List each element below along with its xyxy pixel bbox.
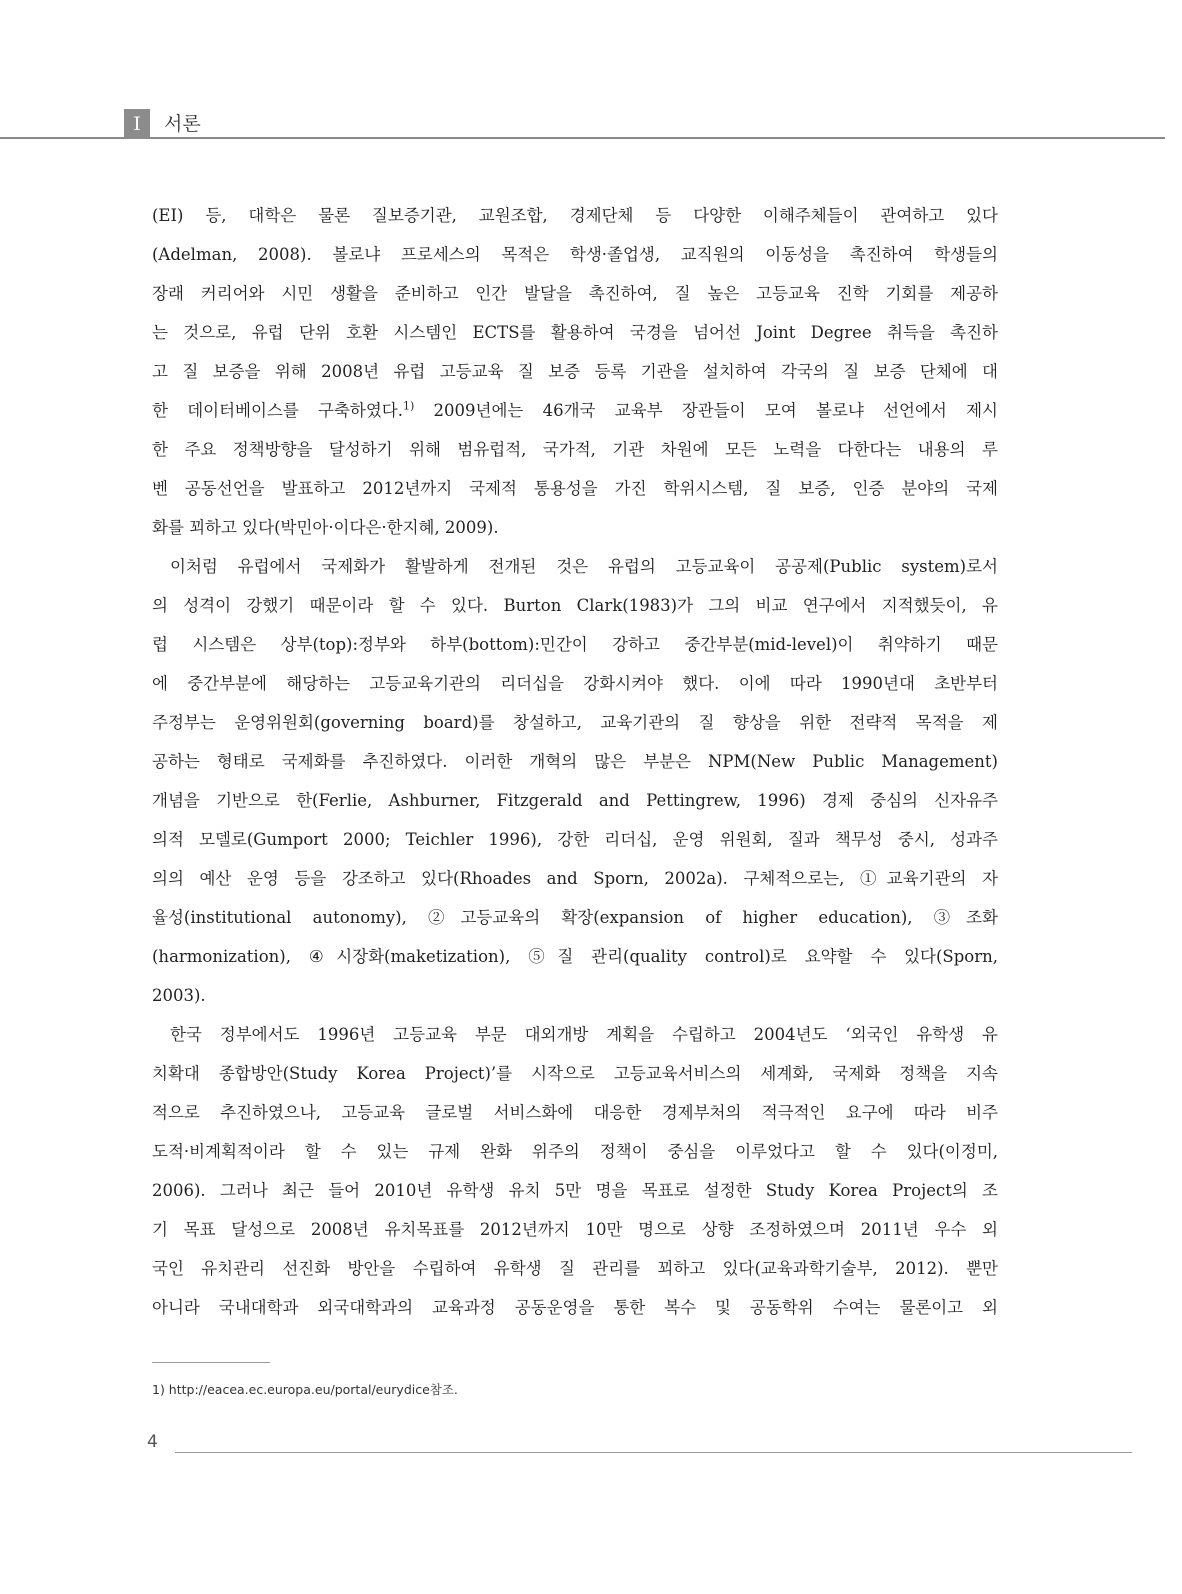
text-line: 한국 정부에서도 1996년 고등교육 부문 대외개방 계획을 수립하고 2004년도 ‘외국인 유학생 유 xyxy=(170,1025,998,1044)
text-line: 고 질 보증을 위해 2008년 유럽 고등교육 질 보증 등록 기관을 설치하여 각국의 질 보증 단체에 대 xyxy=(152,362,998,381)
text-line: 화를 꾀하고 있다(박민아·이다은·한지혜, 2009). xyxy=(152,518,499,537)
body-text xyxy=(152,196,998,1327)
footnote-rule xyxy=(152,1362,270,1363)
text-line: 2006). 그러나 최근 들어 2010년 유학생 유치 5만 명을 목표로 설정한 Study Korea Project의 조 xyxy=(152,1181,998,1200)
text-line: 2003). xyxy=(152,986,206,1005)
text-line: 적으로 추진하였으나, 고등교육 글로벌 서비스화에 대응한 경제부처의 적극적인 요구에 따라 비주 xyxy=(152,1103,998,1122)
text-line: 주정부는 운영위원회(governing board)를 창설하고, 교육기관의 질 향상을 위한 전략적 목적을 제 xyxy=(152,713,998,732)
text-line: 아니라 국내대학과 외국대학과의 교육과정 공동운영을 통한 복수 및 공동학위 수여는 물론이고 외 xyxy=(152,1298,998,1317)
text-line: (EI) 등, 대학은 물론 질보증기관, 교원조합, 경제단체 등 다양한 이해주체들이 관여하고 있다 xyxy=(152,206,998,225)
text-line: 에 중간부분에 해당하는 고등교육기관의 리더십을 강화시켜야 했다. 이에 따라 1990년대 초반부터 xyxy=(152,674,998,693)
text-line: 는 것으로, 유럽 단위 호환 시스템인 ECTS를 활용하여 국경을 넘어선 Joint Degree 취득을 촉진하 xyxy=(152,323,998,342)
text-line: 럽 시스템은 상부(top):정부와 하부(bottom):민간이 강하고 중간부분(mid-level)이 취약하기 때문 xyxy=(152,635,998,654)
text-line: 기 목표 달성으로 2008년 유치목표를 2012년까지 10만 명으로 상향 조정하였으며 2011년 우수 외 xyxy=(152,1220,998,1239)
text-line: 한 주요 정책방향을 달성하기 위해 범유럽적, 국가적, 기관 차원에 모든 노력을 다한다는 내용의 루 xyxy=(152,440,998,459)
text-line: 의의 예산 운영 등을 강조하고 있다(Rhoades and Sporn, 2002a). 구체적으로는, ①교육기관의 자 xyxy=(152,869,998,888)
text-segment: 2009년에는 46개국 교육부 장관들이 모여 볼로냐 선언에서 제시 xyxy=(414,401,998,420)
text-line: 개념을 기반으로 한(Ferlie, Ashburner, Fitzgerald and Pettingrew, 1996) 경제 중심의 신자유주 xyxy=(152,791,998,810)
text-line: 벤 공동선언을 발표하고 2012년까지 국제적 통용성을 가진 학위시스템, 질 보증, 인증 분야의 국제 xyxy=(152,479,998,498)
text-line: (harmonization), ④시장화(maketization), ⑤질 관리(quality control)로 요약할 수 있다(Sporn, xyxy=(152,947,998,966)
text-line: 율성(institutional autonomy), ②고등교육의 확장(expansion of higher education), ③조화 xyxy=(152,908,998,927)
header-rule xyxy=(0,137,1165,139)
text-line: 의 성격이 강했기 때문이라 할 수 있다. Burton Clark(1983)가 그의 비교 연구에서 지적했듯이, 유 xyxy=(152,596,998,615)
chapter-title: 서론 xyxy=(164,113,201,135)
text-line: (Adelman, 2008). 볼로냐 프로세스의 목적은 학생·졸업생, 교직원의 이동성을 촉진하여 학생들의 xyxy=(152,245,998,264)
footnote: 1) http://eacea.ec.europa.eu/portal/eurydice참조. xyxy=(152,1382,458,1397)
text-line: 장래 커리어와 시민 생활을 준비하고 인간 발달을 촉진하여, 질 높은 고등교육 진학 기회를 제공하 xyxy=(152,284,998,303)
text-segment: 한 데이터베이스를 구축하였다. xyxy=(152,401,403,420)
text-line-with-footnote xyxy=(152,391,998,430)
text-line: 의적 모델로(Gumport 2000; Teichler 1996), 강한 리더십, 운영 위원회, 질과 책무성 중시, 성과주 xyxy=(152,830,998,849)
text-line: 치확대 종합방안(Study Korea Project)’를 시작으로 고등교육서비스의 세계화, 국제화 정책을 지속 xyxy=(152,1064,998,1083)
text-line: 국인 유치관리 선진화 방안을 수립하여 유학생 질 관리를 꾀하고 있다(교육과학기술부, 2012). 뿐만 xyxy=(152,1259,998,1278)
text-line: 도적·비계획적이라 할 수 있는 규제 완화 위주의 정책이 중심을 이루었다고 할 수 있다(이정미, xyxy=(152,1142,998,1161)
text-line: 이처럼 유럽에서 국제화가 활발하게 전개된 것은 유럽의 고등교육이 공공제(Public system)로서 xyxy=(170,557,998,576)
footnote-marker[interactable]: 1) xyxy=(402,399,415,413)
chapter-number-badge: I xyxy=(124,109,150,139)
page-number: 4 xyxy=(147,1432,158,1452)
footer-rule xyxy=(175,1452,1132,1453)
text-line: 공하는 형태로 국제화를 추진하였다. 이러한 개혁의 많은 부분은 NPM(New Public Management) xyxy=(152,752,998,771)
